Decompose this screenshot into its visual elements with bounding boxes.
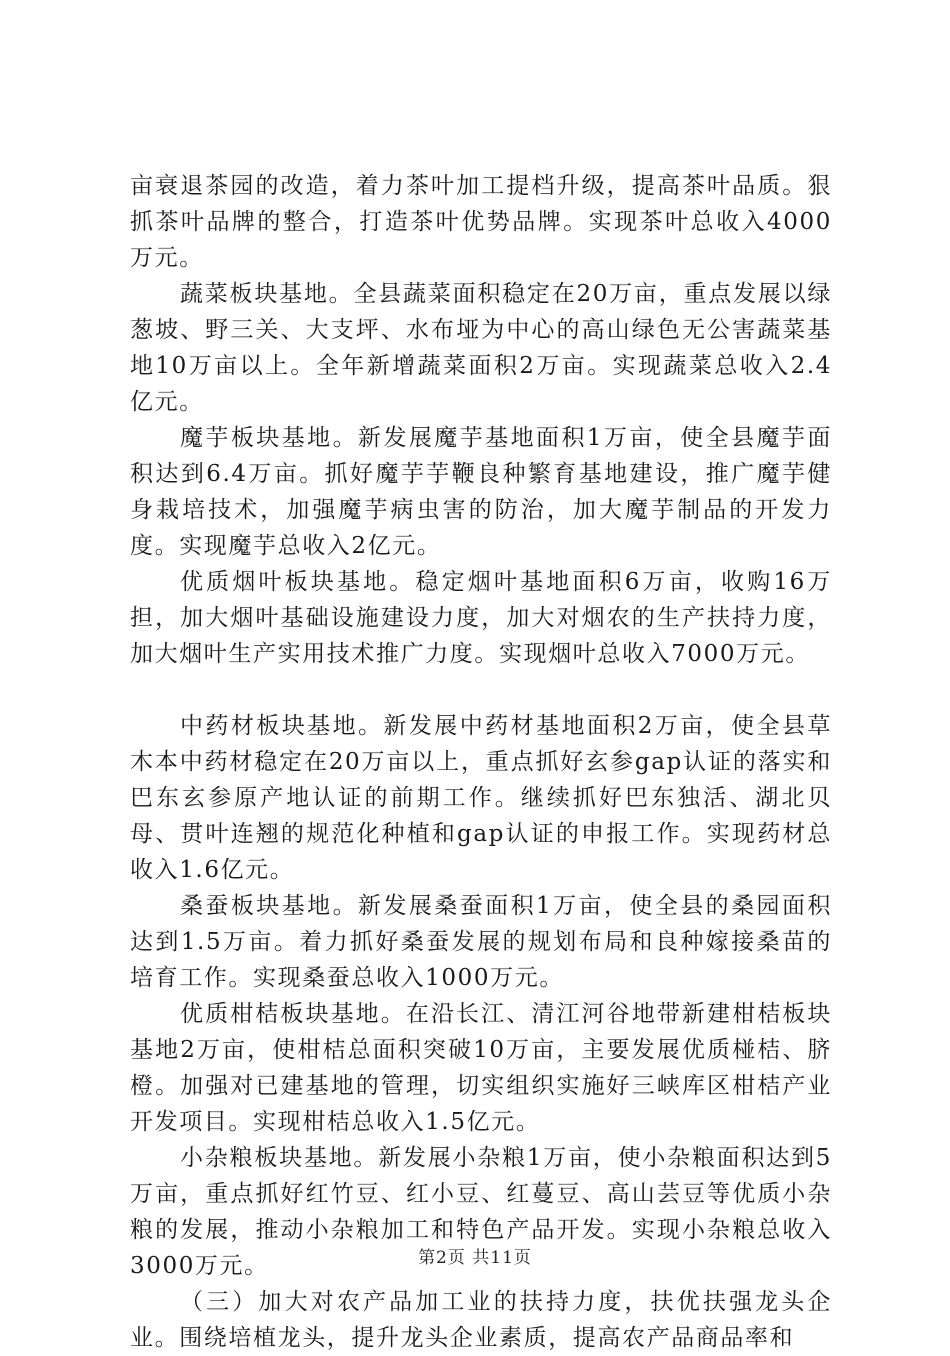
paragraph-vegetable-base: 蔬菜板块基地。全县蔬菜面积稳定在20万亩，重点发展以绿葱坡、野三关、大支坪、水布垭为中心的高山绿色无公害蔬菜基地10万亩以上。全年新增蔬菜面积2万亩。实现蔬菜总收入2.4亿元。 [130, 281, 832, 415]
paragraph-sericulture-base: 桑蚕板块基地。新发展桑蚕面积1万亩，使全县的桑园面积达到1.5万亩。着力抓好桑蚕发展的规划布局和良种嫁接桑苗的培育工作。实现桑蚕总收入1000万元。 [130, 893, 832, 991]
paragraph-minor-grains-base: 小杂粮板块基地。新发展小杂粮1万亩，使小杂粮面积达到5万亩，重点抓好红竹豆、红小豆、红蔓豆、高山芸豆等优质小杂粮的发展，推动小杂粮加工和特色产品开发。实现小杂粮总收入3000万元。 [130, 1145, 832, 1279]
paragraph-tea-continued: 亩衰退茶园的改造，着力茶叶加工提档升级，提高茶叶品质。狠抓茶叶品牌的整合，打造茶叶优势品牌。实现茶叶总收入4000万元。 [130, 173, 832, 271]
paragraph-gap [130, 672, 832, 708]
page-number-footer: 第2页 共11页 [418, 1248, 532, 1268]
paragraph-herbal-medicine-base: 中药材板块基地。新发展中药材基地面积2万亩，使全县草木本中药材稳定在20万亩以上，重点抓好玄参gap认证的落实和巴东玄参原产地认证的前期工作。继续抓好巴东独活、湖北贝母、贯叶连翘的规范化种植和gap认证的申报工作。实现药材总收入1.6亿元。 [130, 713, 832, 883]
paragraph-tobacco-base: 优质烟叶板块基地。稳定烟叶基地面积6万亩，收购16万担，加大烟叶基础设施建设力度，加大对烟农的生产扶持力度，加大烟叶生产实用技术推广力度。实现烟叶总收入7000万元。 [130, 569, 832, 667]
document-body [130, 168, 832, 1356]
paragraph-citrus-base: 优质柑桔板块基地。在沿长江、清江河谷地带新建柑桔板块基地2万亩，使柑桔总面积突破10万亩，主要发展优质椪桔、脐橙。加强对已建基地的管理，切实组织实施好三峡库区柑桔产业开发项目。实现柑桔总收入1.5亿元。 [130, 1001, 832, 1135]
paragraph-konjac-base: 魔芋板块基地。新发展魔芋基地面积1万亩，使全县魔芋面积达到6.4万亩。抓好魔芋芋鞭良种繁育基地建设，推广魔芋健身栽培技术，加强魔芋病虫害的防治，加大魔芋制品的开发力度。实现魔芋总收入2亿元。 [130, 425, 832, 559]
paragraph-section-three: （三）加大对农产品加工业的扶持力度，扶优扶强龙头企业。围绕培植龙头，提升龙头企业素质，提高农产品商品率和 [130, 1289, 832, 1351]
